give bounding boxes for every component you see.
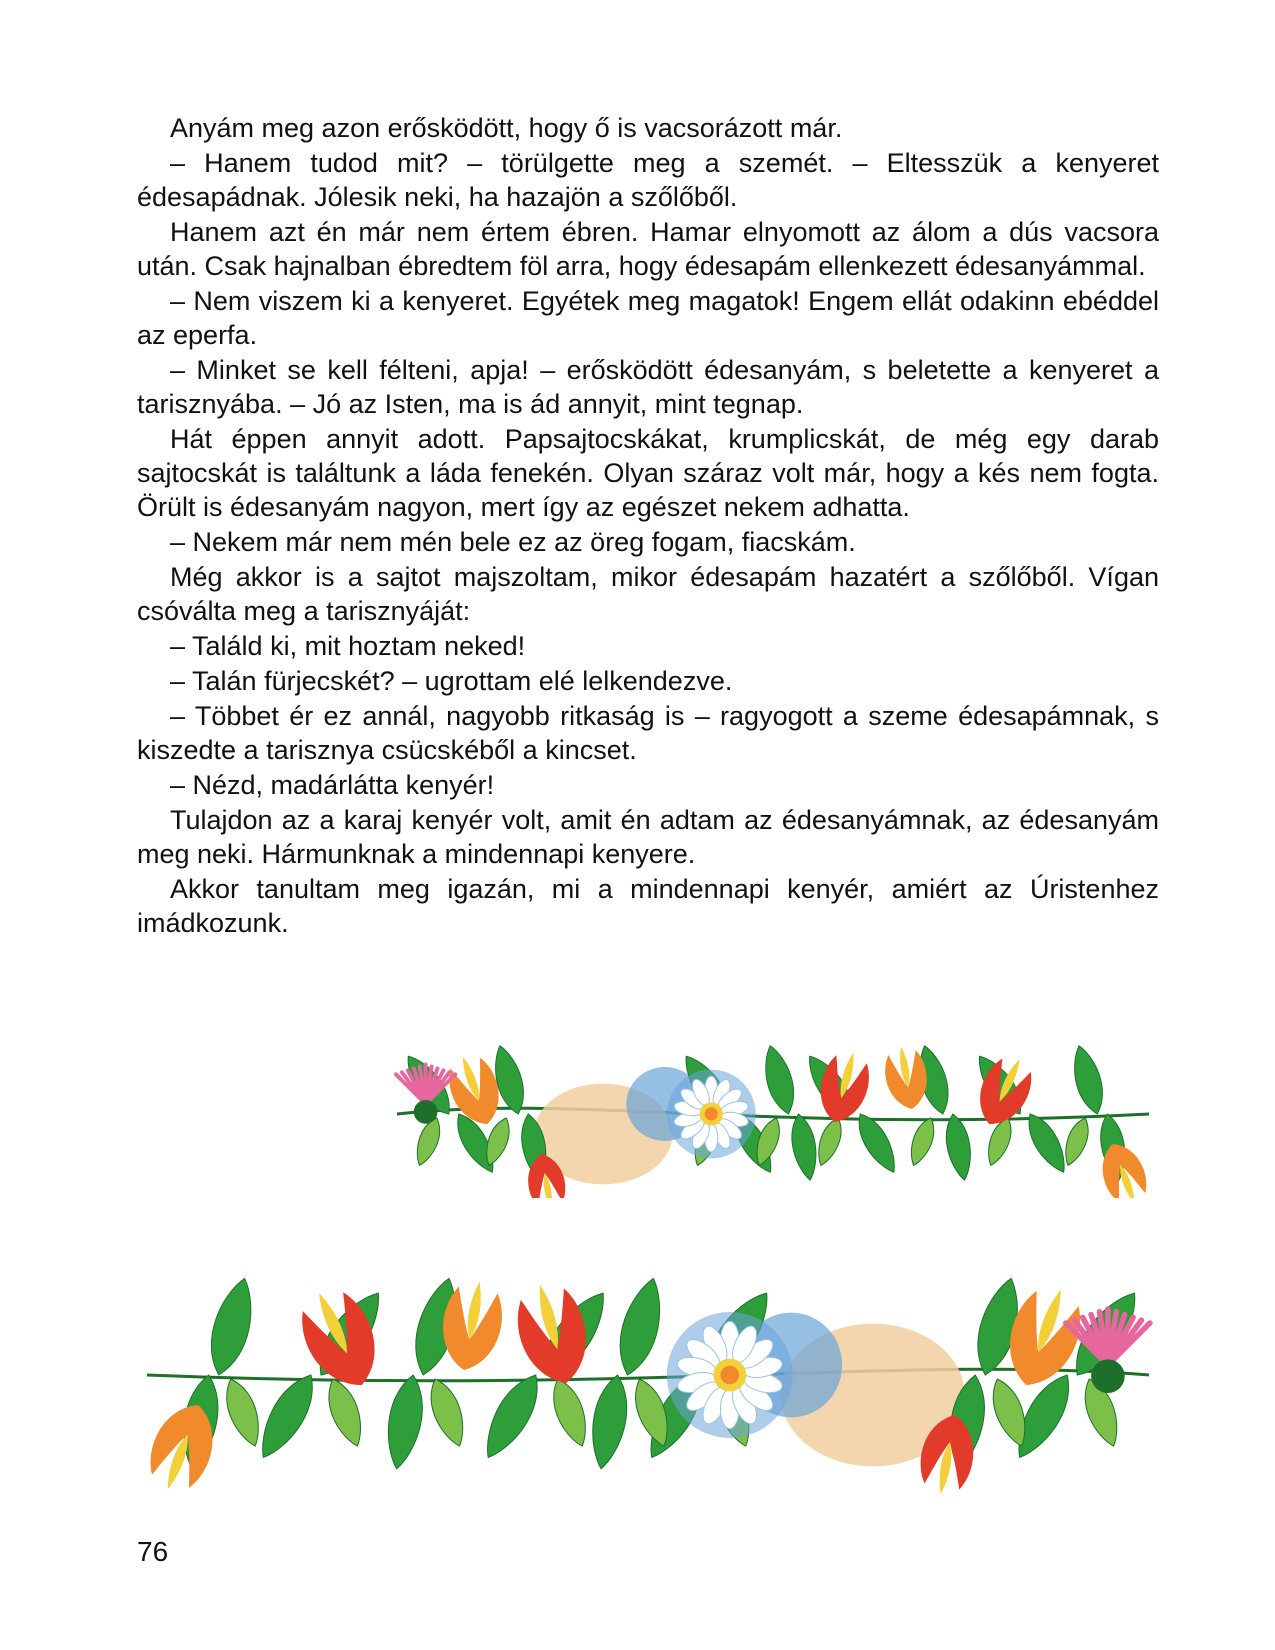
paragraph: – Talán fürjecskét? – ugrottam elé lelkendezve. xyxy=(170,666,733,696)
leaf-shape xyxy=(423,1375,472,1451)
leaf-shape xyxy=(546,1375,595,1451)
paragraph: Hát éppen annyit adott. Papsajtocskákat, krumplicskát, de még egy darab sajtocskát is találtunk a láda fenekén. Olyan száraz volt már, hogy a kés nem fogta. Örült is édesanyám nagyon, mert így az egészet nekem adhatta. xyxy=(137,424,1159,522)
paragraph: Hanem azt én már nem értem ébren. Hamar elnyomott az álom a dús vacsora után. Csak hajnalban ébredtem föl arra, hogy édesapám ellenkezett édesanyámmal. xyxy=(137,217,1159,281)
leaf-shape xyxy=(758,1043,800,1118)
ornament-group xyxy=(396,1043,1154,1198)
leaf-shape xyxy=(905,1115,940,1169)
leaf-shape xyxy=(321,1375,370,1451)
leaf-shape xyxy=(585,1372,633,1471)
daisy-flower xyxy=(667,1070,756,1159)
page-number: 76 xyxy=(137,1536,169,1567)
ornament-group xyxy=(141,1274,1150,1494)
paragraph: – Nekem már nem mén bele ez az öreg fogam, fiacskám. xyxy=(170,527,856,557)
leaf-shape xyxy=(611,1274,670,1380)
paragraph: Tulajdon az a karaj kenyér volt, amit én adtam az édesanyámnak, az édesanyám meg neki. Hármunknak a mindennapi kenyere. xyxy=(137,805,1159,869)
paragraph: – Találd ki, mit hoztam neked! xyxy=(170,631,526,661)
daisy-flower xyxy=(667,1312,793,1438)
leaf-shape xyxy=(1059,1115,1094,1169)
paragraph: – Nem viszem ki a kenyeret. Egyétek meg magatok! Engem ellát odakinn ebéddel az eperfa. xyxy=(137,286,1159,350)
floral-border-bottom xyxy=(137,1256,1159,1494)
leaf-shape xyxy=(812,1115,847,1169)
leaf-shape xyxy=(250,1367,325,1465)
paragraph: – Minket se kell félteni, apja! – erősködött édesanyám, s beletette a kenyeret a tarisznyába. – Jó az Isten, ma is ád annyit, mint tegnap. xyxy=(137,355,1159,419)
leaf-shape xyxy=(218,1375,267,1451)
paragraph: Akkor tanultam meg igazán, mi a mindennapi kenyér, amiért az Úristenhez imádkozunk. xyxy=(137,874,1159,938)
paragraph: – Többet ér ez annál, nagyobb ritkaság is – ragyogott a szeme édesapámnak, s kiszedte a tarisznya csücskéből a kincset. xyxy=(137,701,1159,765)
leaf-shape xyxy=(381,1372,429,1471)
leaf-shape xyxy=(982,1115,1017,1169)
paragraph: – Nézd, madárlátta kenyér! xyxy=(170,770,495,800)
leaf-shape xyxy=(942,1112,976,1182)
tulip-flower xyxy=(812,1047,875,1128)
leaf-shape xyxy=(787,1112,821,1182)
story-text xyxy=(137,111,1159,941)
paragraph: Még akkor is a sajtot majszoltam, mikor édesapám hazatért a szőlőből. Vígan csóválta meg a tarisznyáját: xyxy=(137,562,1159,626)
stem xyxy=(147,1369,1149,1381)
paragraph: – Hanem tudod mit? – törülgette meg a szemét. – Eltesszük a kenyeret édesapádnak. Jólesik neki, ha hazajön a szőlőből. xyxy=(137,148,1159,212)
leaf-shape xyxy=(1067,1043,1109,1118)
leaf-shape xyxy=(202,1274,261,1380)
tulip-flower xyxy=(508,1276,598,1391)
floral-border-top xyxy=(387,1030,1159,1198)
paragraph: Anyám meg azon erősködött, hogy ő is vacsorázott már. xyxy=(170,113,843,143)
